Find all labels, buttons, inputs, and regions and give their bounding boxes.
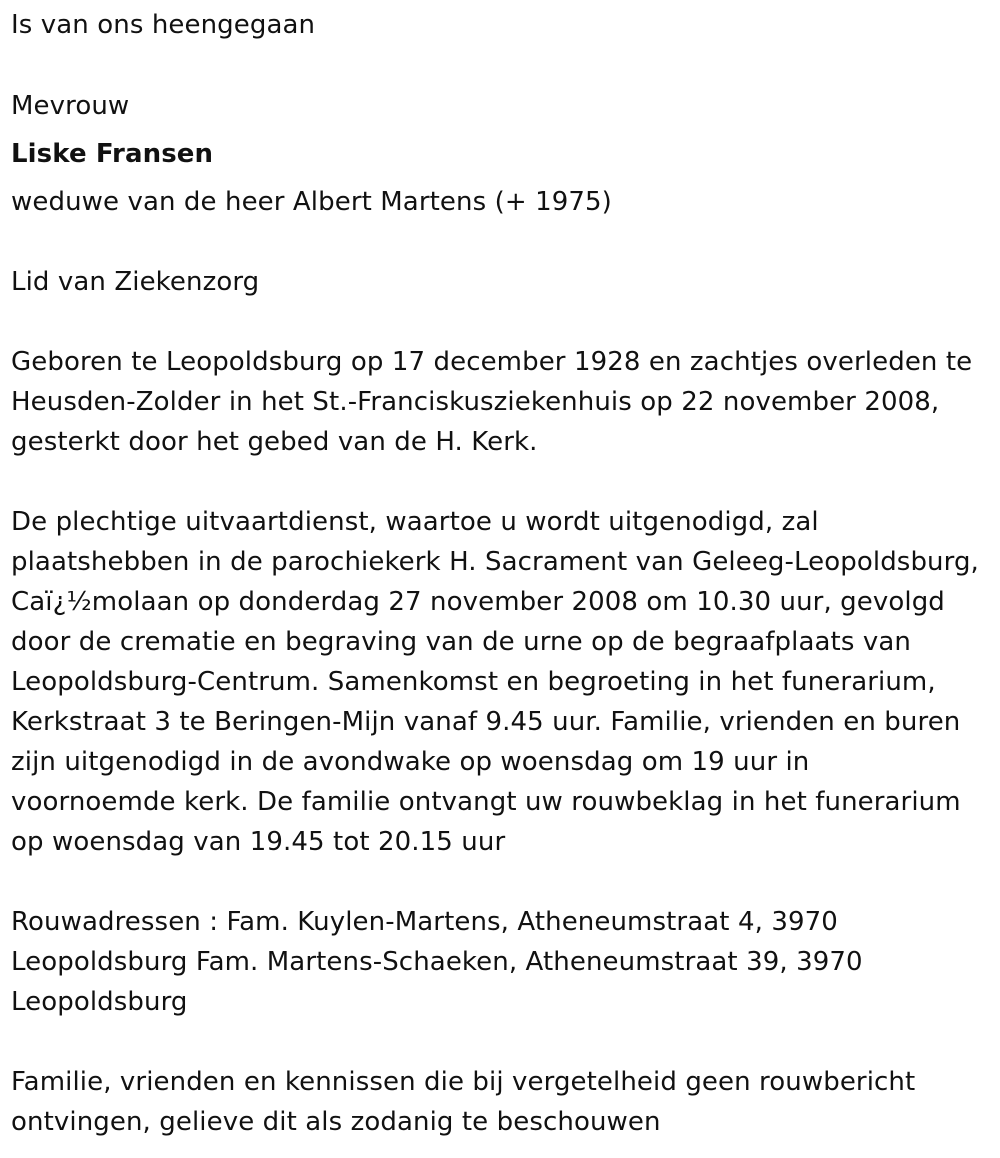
paragraph-line: Familie, vrienden en kennissen die bij vergetelheid geen rouwbericht: [11, 1067, 916, 1097]
deceased-name: Liske Fransen: [11, 139, 214, 169]
paragraph-line: Leopoldsburg: [11, 987, 188, 1017]
paragraph-line: zijn uitgenodigd in de avondwake op woensdag om 19 uur in: [11, 747, 810, 777]
paragraph-line: ontvingen, gelieve dit als zodanig te beschouwen: [11, 1107, 661, 1137]
paragraph-line: Heusden-Zolder in het St.-Franciskusziekenhuis op 22 november 2008,: [11, 387, 940, 417]
paragraph-line: op woensdag van 19.45 tot 20.15 uur: [11, 827, 506, 857]
paragraph-line: plaatshebben in de parochiekerk H. Sacrament van Geleeg-Leopoldsburg,: [11, 547, 979, 577]
paragraph-line: De plechtige uitvaartdienst, waartoe u wordt uitgenodigd, zal: [11, 507, 819, 537]
paragraph-line: gesterkt door het gebed van de H. Kerk.: [11, 427, 538, 457]
relation-text: weduwe van de heer Albert Martens (+ 1975): [11, 187, 612, 217]
paragraph-line: Rouwadressen : Fam. Kuylen-Martens, Atheneumstraat 4, 3970: [11, 907, 838, 937]
membership-text: Lid van Ziekenzorg: [11, 267, 260, 297]
paragraph-line: door de crematie en begraving van de urne op de begraafplaats van: [11, 627, 911, 657]
paragraph-line: Kerkstraat 3 te Beringen-Mijn vanaf 9.45 uur. Familie, vrienden en buren: [11, 707, 961, 737]
paragraph-line: Caï¿½molaan op donderdag 27 november 2008 om 10.30 uur, gevolgd: [11, 587, 945, 617]
paragraph-line: Geboren te Leopoldsburg op 17 december 1928 en zachtjes overleden te: [11, 347, 973, 377]
paragraph-line: Leopoldsburg Fam. Martens-Schaeken, Atheneumstraat 39, 3970: [11, 947, 863, 977]
intro-text: Is van ons heengegaan: [11, 10, 316, 40]
paragraph-line: Leopoldsburg-Centrum. Samenkomst en begroeting in het funerarium,: [11, 667, 936, 697]
salutation: Mevrouw: [11, 91, 130, 121]
paragraph-line: voornoemde kerk. De familie ontvangt uw rouwbeklag in het funerarium: [11, 787, 961, 817]
